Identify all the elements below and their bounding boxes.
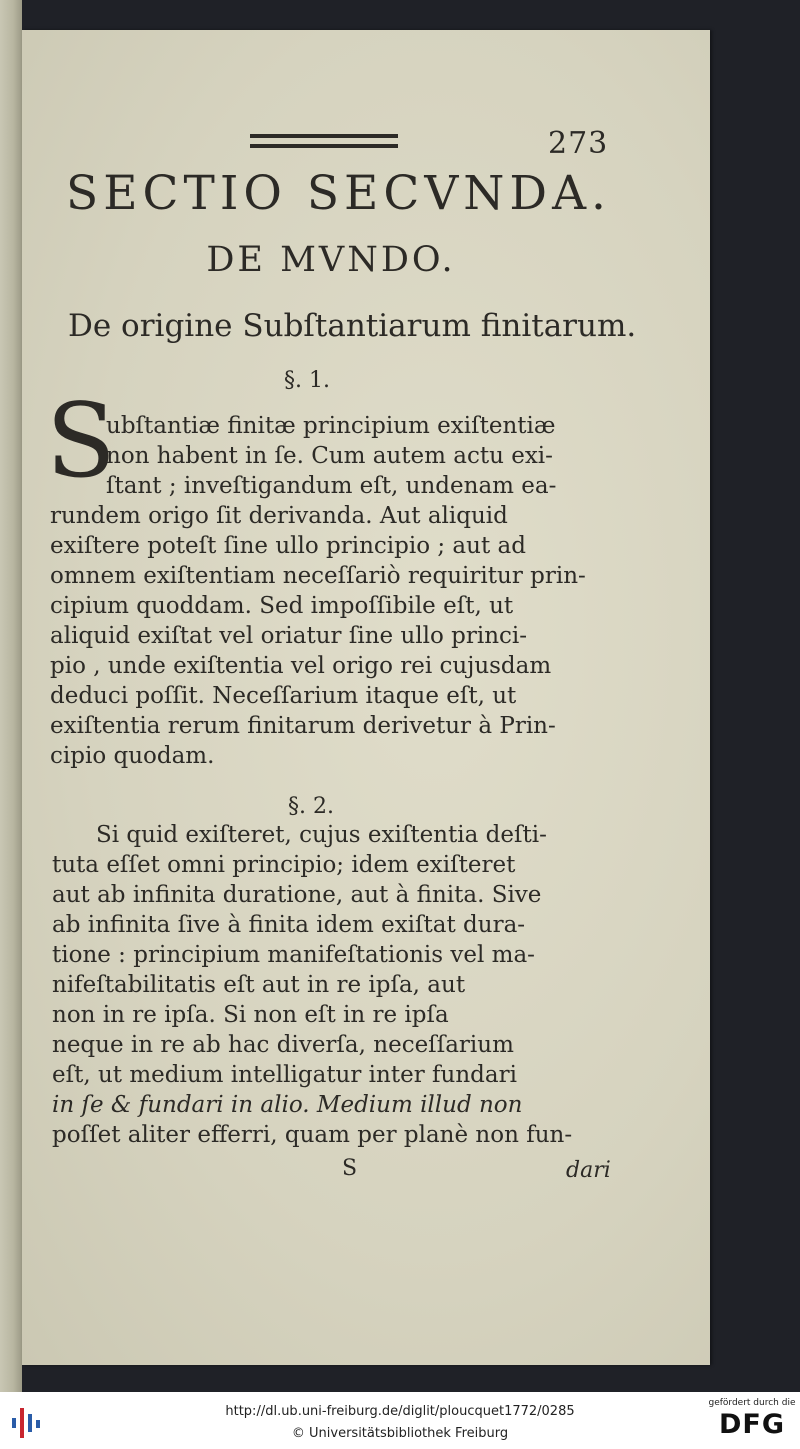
text-line: pio , unde exiſtentia vel origo rei cujusdam: [50, 653, 552, 679]
header-rule-top: [250, 134, 398, 138]
text-line: cipio quodam.: [50, 743, 215, 769]
text-line: nifeſtabilitatis eſt aut in re ipſa, aut: [52, 972, 466, 998]
text-line: poſſet aliter efferri, quam per planè non fun-: [52, 1122, 573, 1148]
text-line: Si quid exiſteret, cujus exiſtentia deſti-: [96, 822, 547, 848]
text-line: non in re ipſa. Si non eſt in re ipſa: [52, 1002, 449, 1028]
permalink-url[interactable]: http://dl.ub.uni-freiburg.de/diglit/ploucquet1772/0285: [225, 1404, 575, 1419]
section-1-mark: §. 1.: [284, 368, 330, 393]
text-line: ubſtantiæ finitæ principium exiſtentiæ: [106, 413, 556, 439]
text-line: aut ab infinita duratione, aut à finita. Sive: [52, 882, 542, 908]
text-line: deduci poſſit. Neceſſarium itaque eſt, ut: [50, 683, 517, 709]
text-line: aliquid exiſtat vel oriatur ſine ullo princi-: [50, 623, 528, 649]
part-title: DE MVNDO.: [206, 240, 456, 280]
dfg-logo: DFG: [718, 1409, 786, 1440]
catchword: dari: [566, 1158, 611, 1183]
text-line: rundem origo ſit derivanda. Aut aliquid: [50, 503, 508, 529]
text-line: tuta eſſet omni principio; idem exiſteret: [52, 852, 516, 878]
chapter-subtitle: De origine Subſtantiarum finitarum.: [68, 308, 637, 344]
text-line: omnem exiſtentiam neceſſariò requiritur prin-: [50, 563, 586, 589]
text-line: exiſtere poteſt ſine ullo principio ; aut ad: [50, 533, 526, 559]
book-page: [22, 30, 710, 1365]
text-line: exiſtentia rerum finitarum derivetur à Prin-: [50, 713, 556, 739]
dfg-tagline: gefördert durch die: [708, 1398, 796, 1408]
text-line: tione : principium manifeſtationis vel ma-: [52, 942, 535, 968]
signature-mark: S: [342, 1156, 358, 1181]
header-rule-bottom: [250, 144, 398, 148]
text-line: non habent in ſe. Cum autem actu exi-: [106, 443, 553, 469]
text-line: ſtant ; inveſtigandum eſt, undenam ea-: [106, 473, 557, 499]
text-line: neque in re ab hac diverſa, neceſſarium: [52, 1032, 514, 1058]
section-title: SECTIO SECVNDA.: [66, 166, 611, 221]
page-number: 273: [548, 126, 609, 161]
section-2-mark: §. 2.: [288, 794, 334, 819]
copyright-notice: © Universitätsbibliothek Freiburg: [291, 1426, 509, 1441]
text-line: eſt, ut medium intelligatur inter fundari: [52, 1062, 517, 1088]
text-line: in ſe & fundari in alio. Medium illud non: [52, 1092, 523, 1118]
text-line: ab infinita ſive à finita idem exiſtat dura-: [52, 912, 526, 938]
book-spine-edge: [0, 0, 22, 1392]
drop-cap: S: [46, 382, 116, 501]
text-line: cipium quoddam. Sed impoſſibile eſt, ut: [50, 593, 514, 619]
